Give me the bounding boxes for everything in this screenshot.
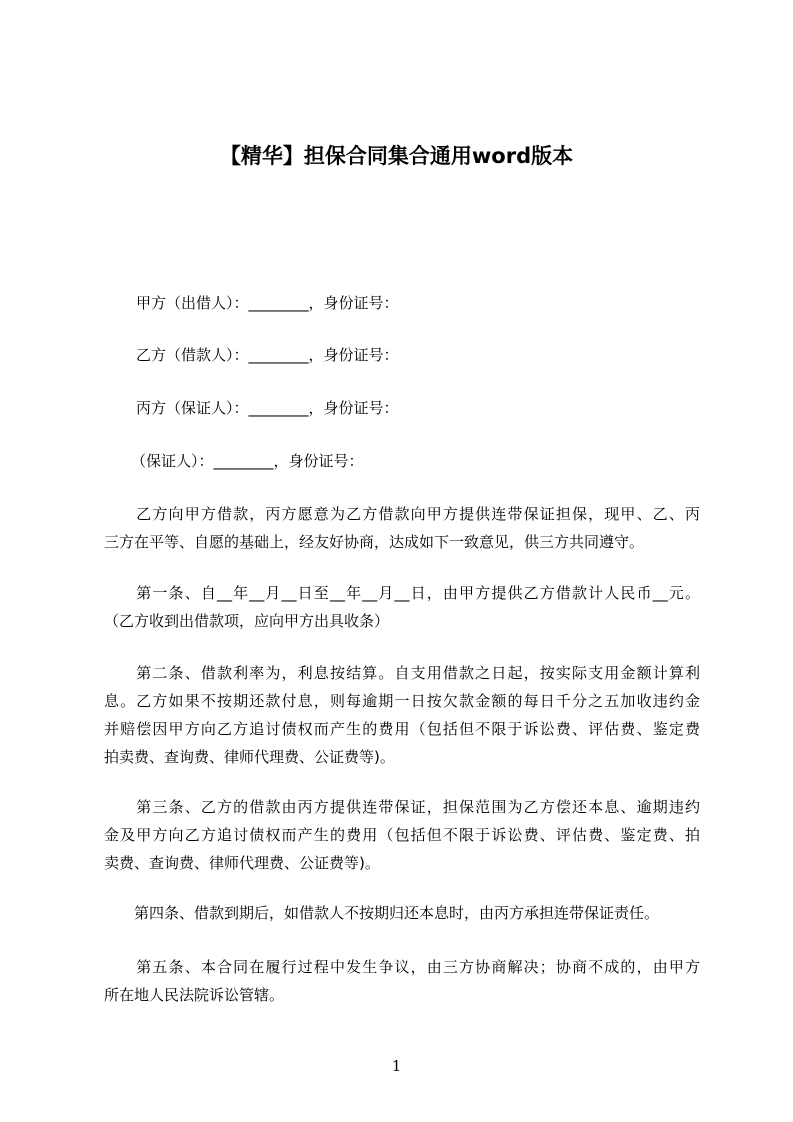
document-title: 【精华】担保合同集合通用word版本 (219, 144, 574, 168)
article-4-line-1: 第四条、借款到期后，如借款人不按期归还本息时，由丙方承担连带保证责任。 (104, 904, 660, 922)
article-5-line-2: 所在地人民法院诉讼管辖。 (104, 986, 285, 1004)
party-a-field: 甲方（出借人）：________，身份证号： (136, 294, 399, 312)
intro-line-2: 三方在平等、自愿的基础上，经友好协商，达成如下一致意见，供三方共同遵守。 (104, 533, 645, 551)
article-3-line-2: 金及甲方向乙方追讨债权而产生的费用（包括但不限于诉讼费、评估费、鉴定费、拍 (104, 826, 700, 844)
article-4-paragraph (104, 899, 700, 927)
article-2-line-3: 并赔偿因甲方向乙方追讨债权而产生的费用（包括但不限于诉讼费、评估费、鉴定费 (104, 720, 700, 738)
intro-line-1: 乙方向甲方借款，丙方愿意为乙方借款向甲方提供连带保证担保，现甲、乙、丙 (104, 505, 700, 523)
party-c-field: 丙方（保证人）：________，身份证号： (136, 399, 399, 417)
article-2-line-1: 第二条、借款利率为，利息按结算。自支用借款之日起，按实际支用金额计算利 (104, 664, 700, 682)
article-3-line-1: 第三条、乙方的借款由丙方提供连带保证，担保范围为乙方偿还本息、逾期违约 (104, 798, 700, 816)
article-3-paragraph (104, 793, 700, 877)
guarantor-field: （保证人）：________，身份证号： (131, 452, 364, 470)
article-3-line-3: 卖费、查询费、律师代理费、公证费等)。 (104, 854, 380, 872)
article-5-paragraph (104, 953, 700, 1009)
page-number: 1 (391, 1057, 402, 1075)
article-5-line-1: 第五条、本合同在履行过程中发生争议，由三方协商解决；协商不成的，由甲方 (104, 958, 700, 976)
article-2-paragraph (104, 659, 700, 771)
article-2-line-4: 拍卖费、查询费、律师代理费、公证费等)。 (104, 748, 395, 766)
intro-paragraph (104, 500, 700, 556)
party-b-field: 乙方（借款人）：________，身份证号： (136, 346, 399, 364)
article-2-line-2: 息。乙方如果不按期还款付息，则每逾期一日按欠款金额的每日千分之五加收违约金 (104, 692, 700, 710)
article-1-line-2: （乙方收到出借款项，应向甲方出具收条） (104, 612, 390, 630)
article-1-line-1: 第一条、自__年__月__日至__年__月__日，由甲方提供乙方借款计人民币__元。 (104, 584, 700, 602)
article-1-paragraph (104, 579, 700, 635)
